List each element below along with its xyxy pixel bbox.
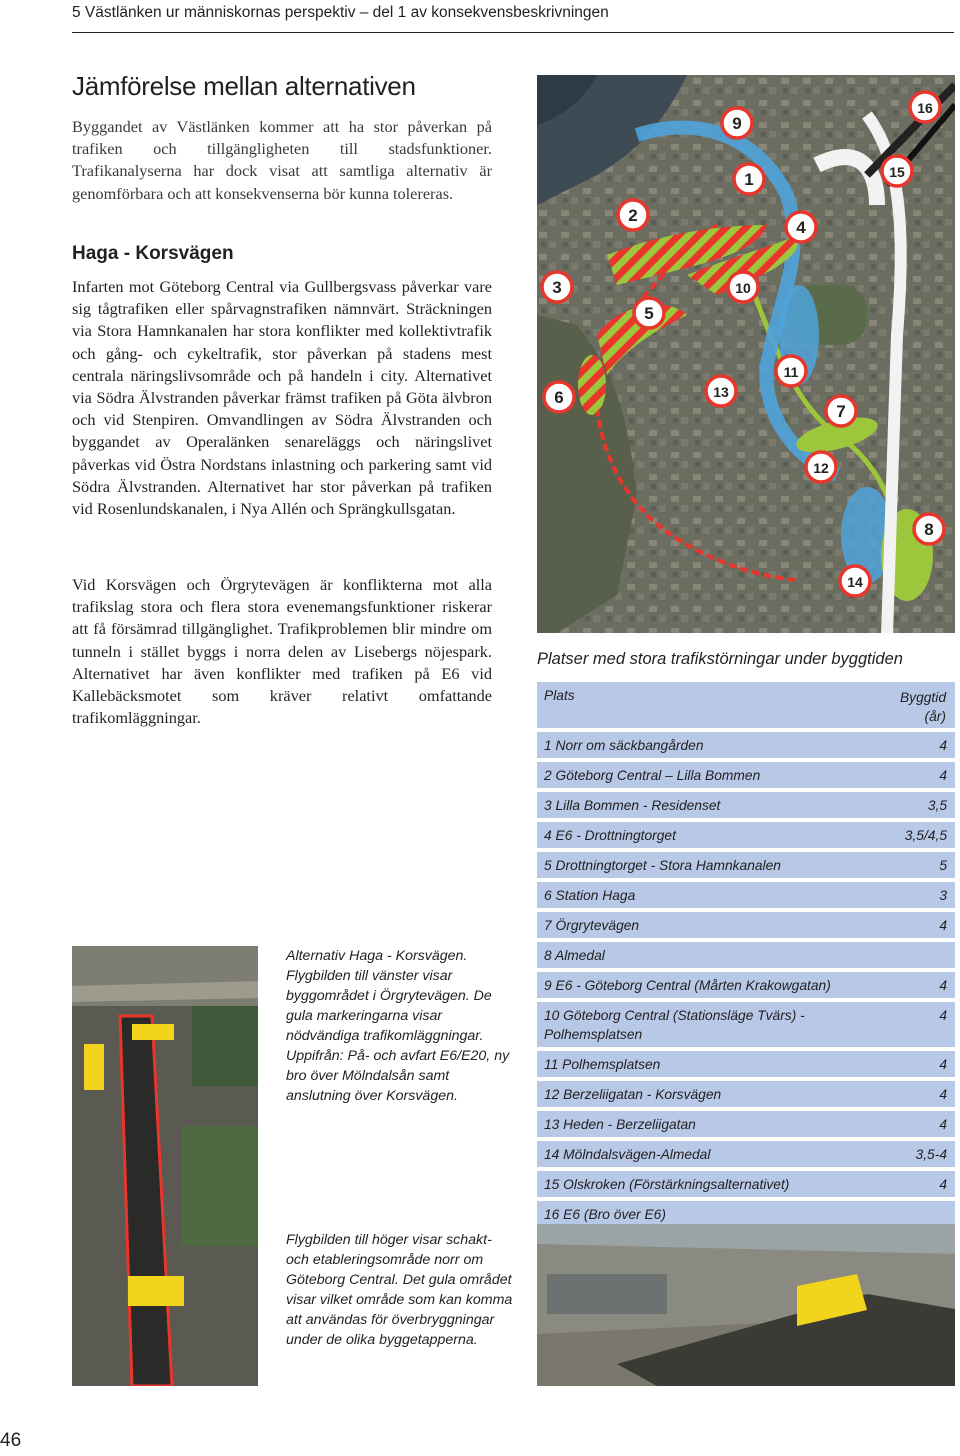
table-caption: Platser med stora trafikstörningar under byggtiden [537, 650, 903, 668]
table-row [537, 732, 955, 758]
cell-time: 5 [939, 858, 947, 873]
cell-place: 3 Lilla Bommen - Residenset [544, 798, 721, 813]
cell-place: 15 Olskroken (Förstärkningsalternativet) [544, 1177, 790, 1192]
map-marker-label: 5 [644, 304, 654, 323]
right-photo-caption: Flygbilden till höger visar schakt- och etableringsområde norr om Göteborg Central. Det gula området visar vilket område som kan komma att användas för överbryggningar under de olika byggetapperna. [286, 1232, 513, 1348]
yellow-marking [132, 1024, 174, 1040]
cell-place: 8 Almedal [544, 948, 605, 963]
header-place: Plats [544, 688, 575, 703]
map-marker-label: 14 [847, 574, 863, 590]
cell-place: 7 Örgrytevägen [544, 918, 640, 933]
cell-time: 4 [939, 1057, 947, 1072]
header-time-line1: Byggtid [899, 690, 946, 705]
cell-place: 13 Heden - Berzeliigatan [544, 1117, 696, 1132]
cell-time: 4 [939, 1117, 947, 1132]
map-marker-label: 6 [554, 388, 564, 407]
table-body [537, 732, 955, 1227]
table-row [537, 972, 955, 998]
cell-time: 3 [939, 888, 947, 903]
map-marker-label: 12 [813, 460, 829, 476]
map-marker-label: 2 [628, 206, 638, 225]
map-marker-label: 13 [713, 384, 729, 400]
cell-place: 2 Göteborg Central – Lilla Bommen [544, 768, 761, 783]
map-marker-8 [914, 514, 944, 544]
table-row [537, 912, 955, 938]
cell-place: 14 Mölndalsvägen-Almedal [544, 1147, 711, 1162]
section-body: Infarten mot Göteborg Central via Gullbergsvass påverkar vare sig tågtrafiken eller spårvagnstrafiken nämnvärt. Sträckningen via Stora Hamnkanalen har stora konflikter med kollektivtrafik och gång- och cykeltrafik, stor påverkan på stadens mest centrala näringslivsområde och på handeln i city. Alternativet via Södra Älvstranden påverkar främst trafiken på Göta älvbron och vid Stenpiren. Omvandlingen av Södra Älvstranden och byggandet av Operalänken senareläggs och näringslivet påverkas vid Östra Nordstans inlastning och parkering samt vid Södra Älvstranden. Alternativet har stor påverkan på trafiken vid Rosenlundskanalen, i Nya Allén och Sprängkullsgatan. [72, 277, 492, 519]
cell-time: 4 [939, 1177, 947, 1192]
table-row [537, 1111, 955, 1137]
cell-place: 5 Drottningtorget - Stora Hamnkanalen [544, 858, 781, 873]
cell-time: 4 [939, 978, 947, 993]
intro-paragraph: Byggandet av Västlänken kommer att ha stor påverkan på trafiken och tillgängligheten till stadsfunktioner. Trafikanalyserna har dock visat att samtliga alternativ är genomförbara och att konsekvenserna bör kunna tolereras. [72, 117, 492, 203]
map-marker-label: 9 [732, 114, 742, 133]
cell-place: 16 E6 (Bro över E6) [544, 1207, 666, 1222]
map-marker-9 [722, 108, 752, 138]
cell-place: 10 Göteborg Central (Stationsläge Tvärs) - Polhemsplatsen [544, 1008, 805, 1042]
map-marker-16 [910, 92, 940, 122]
section-title: Haga - Korsvägen [72, 243, 234, 264]
table-row [537, 852, 955, 878]
cell-time: 4 [939, 1008, 947, 1023]
table-row [537, 822, 955, 848]
running-header: 5 Västlänken ur människornas perspektiv – del 1 av konsekvensbeskrivningen [72, 4, 609, 21]
cell-time: 4 [939, 918, 947, 933]
header-time-line2: (år) [924, 709, 946, 724]
map-marker-1 [734, 164, 764, 194]
map-marker-label: 7 [836, 402, 846, 421]
page-number: 46 [0, 1430, 22, 1451]
map-marker-label: 1 [744, 170, 754, 189]
map-marker-label: 4 [796, 218, 806, 237]
cell-time: 4 [939, 768, 947, 783]
map-marker-11 [776, 356, 806, 386]
cell-place: 1 Norr om säckbangården [544, 738, 704, 753]
table-row [537, 942, 955, 968]
cell-place: 6 Station Haga [544, 888, 636, 903]
table-row [537, 1002, 955, 1047]
cell-place: 12 Berzeliigatan - Korsvägen [544, 1087, 722, 1102]
table-row [537, 882, 955, 908]
table-row [537, 1051, 955, 1077]
aerial-photo-left [72, 946, 258, 1386]
table-row [537, 1081, 955, 1107]
map-marker-10 [728, 272, 758, 302]
map-marker-15 [882, 156, 912, 186]
table-header [537, 682, 955, 728]
map-marker-label: 10 [735, 280, 751, 296]
cell-place: 11 Polhemsplatsen [544, 1057, 661, 1072]
cell-time: 4 [939, 1087, 947, 1102]
map-marker-label: 8 [924, 520, 934, 539]
map-marker-12 [806, 452, 836, 482]
table-row [537, 1171, 955, 1197]
map-marker-3 [542, 272, 572, 302]
cell-place: 4 E6 - Drottningtorget [544, 828, 676, 843]
aerial-photo-right [537, 1224, 955, 1386]
table-row [537, 1141, 955, 1167]
cell-place: 9 E6 - Göteborg Central (Mårten Krakowgatan) [544, 978, 831, 993]
map-marker-5 [634, 298, 664, 328]
map-marker-label: 16 [917, 100, 933, 116]
header-rule [72, 32, 954, 33]
map-marker-2 [618, 200, 648, 230]
table-row [537, 792, 955, 818]
map-marker-14 [840, 566, 870, 596]
table-row [537, 762, 955, 788]
map-marker-4 [786, 212, 816, 242]
page-title: Jämförelse mellan alternativen [72, 71, 416, 101]
cell-time: 3,5 [927, 798, 947, 813]
header-time [900, 688, 946, 726]
korsvagen-paragraph: Vid Korsvägen och Örgrytevägen är konflikterna mot alla trafikslag stora och flera stora evenemangsfunktioner riskerar att få försämrad tillgänglighet. Trafikproblemen blir mindre om tunneln i stället byggs i norra delen av Lisebergs nöjespark. Alternativet har även konflikter med trafiken på E6 vid Kallebäcksmotet som kräver relativt omfattande trafikomläggningar. [72, 575, 492, 728]
cell-time: 4 [939, 738, 947, 753]
map-marker-13 [706, 376, 736, 406]
aerial-map [537, 75, 955, 633]
left-photo-caption: Alternativ Haga - Korsvägen. Flygbilden till vänster visar byggområdet i Örgrytevägen. De gula markeringarna visar nödvändiga trafikomläggningar. Uppifrån: På- och avfart E6/E20, ny bro över Mölndalsån samt anslutning över Korsvägen. [286, 948, 510, 1104]
cell-time: 3,5-4 [915, 1147, 947, 1162]
map-marker-label: 15 [889, 164, 905, 180]
map-marker-7 [826, 396, 856, 426]
map-marker-6 [544, 382, 574, 412]
map-marker-label: 11 [783, 364, 799, 380]
disruption-table [537, 682, 955, 1231]
map-marker-label: 3 [552, 278, 562, 297]
cell-time: 3,5/4,5 [904, 828, 947, 843]
